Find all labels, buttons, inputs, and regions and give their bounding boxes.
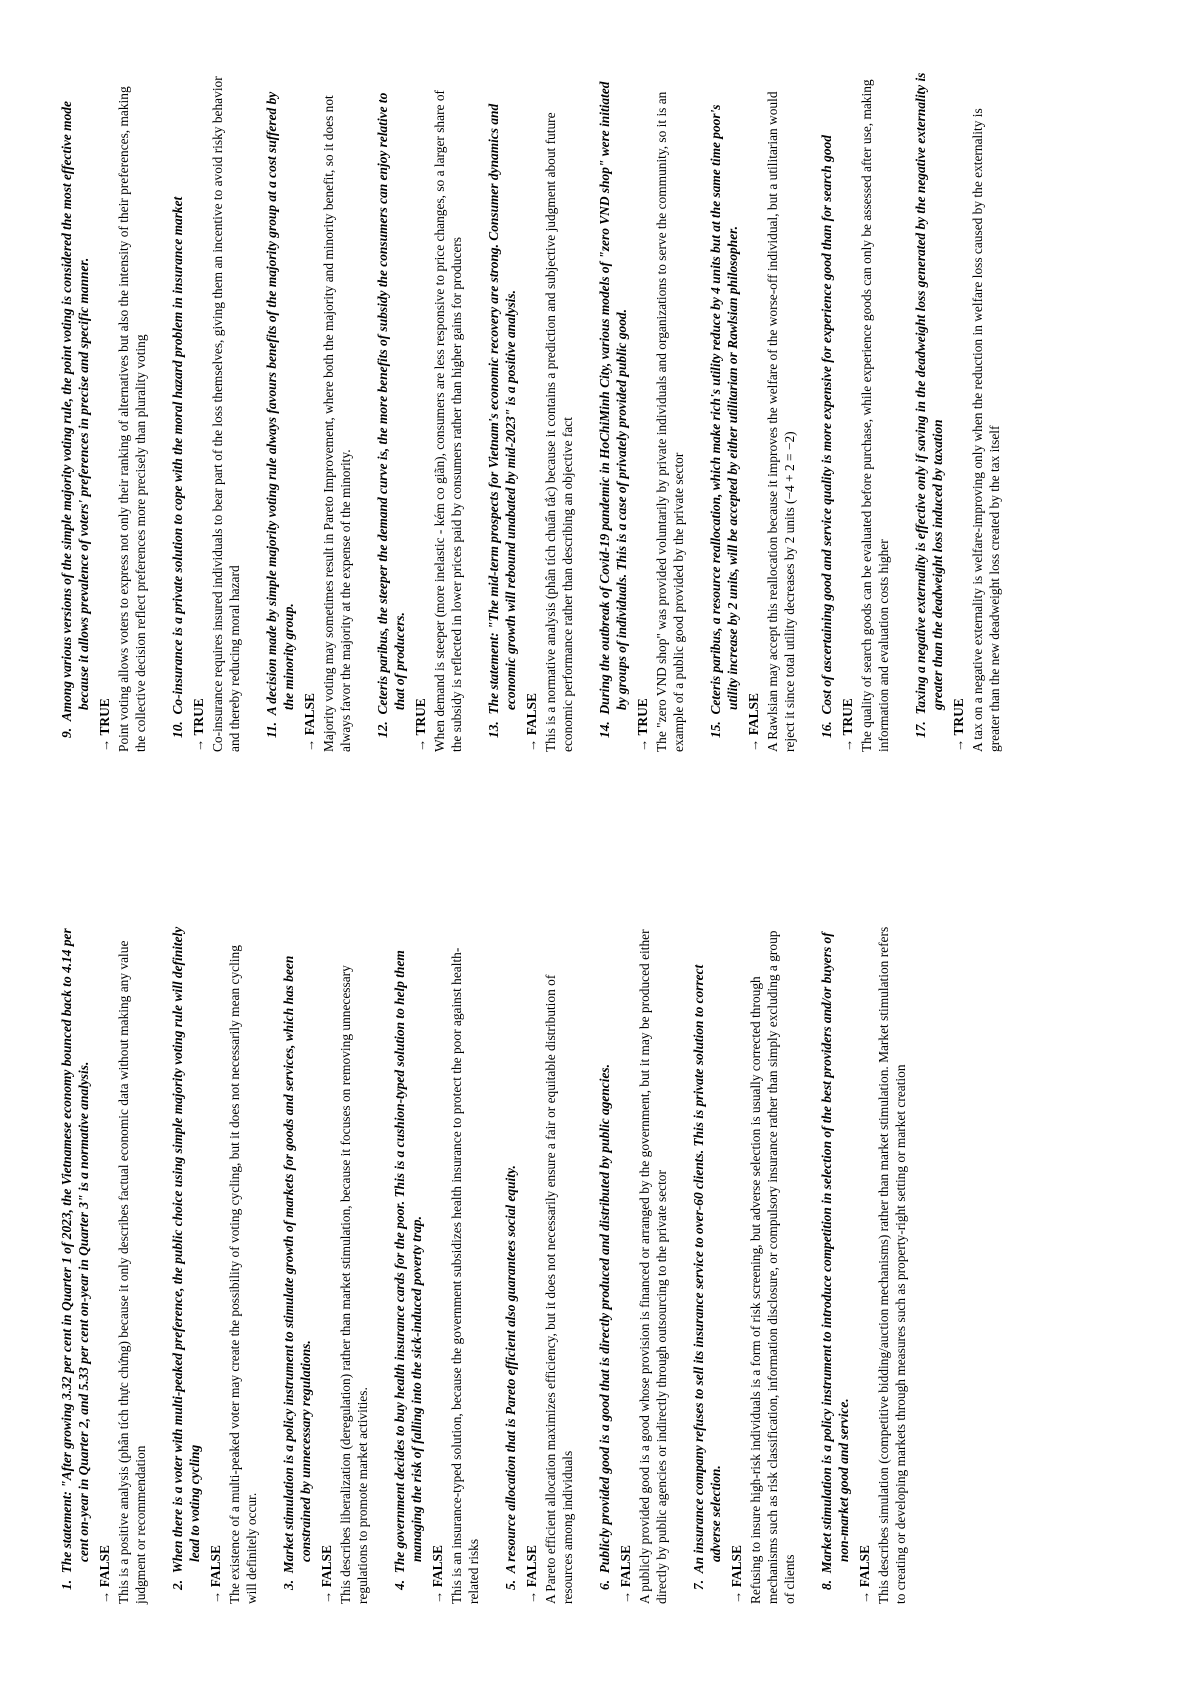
question-body: Market stimulation is a policy instrument to introduce competition in selection of the best providers and/or buyers of non-market good and service. bbox=[819, 932, 851, 1574]
answer-label: → FALSE bbox=[524, 693, 539, 752]
question-block-3 bbox=[280, 924, 371, 1604]
question-block-9 bbox=[58, 72, 149, 752]
answer-label: → FALSE bbox=[857, 1545, 872, 1604]
explanation-text: Co-insurance requires insured individuals to bear part of the loss themselves, giving them an incentive to avoid risky behavior and thereby reducing moral hazard bbox=[210, 76, 242, 752]
question-text bbox=[280, 924, 314, 1604]
question-number: 6. bbox=[597, 1579, 612, 1590]
question-number: 8. bbox=[819, 1579, 834, 1590]
question-text bbox=[707, 72, 741, 752]
answer-label: → FALSE bbox=[524, 1545, 539, 1604]
question-number: 3. bbox=[281, 1579, 296, 1590]
question-block-2 bbox=[169, 924, 260, 1604]
question-number: 1. bbox=[59, 1579, 74, 1590]
explanation-text: Refusing to insure high-risk individuals is a form of risk screening, but adverse selection is usually corrected through mechanisms such as risk classification, information disclosure, or compulsory insurance rather than simply excluding a group of clients bbox=[748, 930, 797, 1604]
question-block-11 bbox=[263, 72, 354, 752]
question-body: Ceteris paribus, the steeper the demand curve is, the more benefits of subsidy the consumers can enjoy relative to that of producers. bbox=[375, 92, 407, 715]
question-text bbox=[502, 924, 519, 1604]
question-text bbox=[912, 72, 946, 752]
question-block-10 bbox=[169, 72, 243, 752]
left-column bbox=[58, 924, 929, 1604]
question-number: 16. bbox=[819, 721, 834, 738]
question-text bbox=[596, 72, 630, 752]
answer-label: → FALSE bbox=[97, 1545, 112, 1604]
question-block-16 bbox=[818, 72, 892, 752]
question-body: Ceteris paribus, a resource reallocation, which make rich's utility reduce by 4 units but at the same time poor's utility increase by 2 units, will be accepted by either utilitarian or Rawlsian philosopher. bbox=[708, 104, 740, 715]
question-number: 2. bbox=[170, 1579, 185, 1590]
explanation-text: The existence of a multi-peaked voter may create the possibility of voting cycling, but it does not necessarily mean cycling will definitely occur. bbox=[227, 945, 259, 1604]
explanation-text: This is an insurance-typed solution, because the government subsidizes health insurance to protect the poor against health-related risks bbox=[449, 947, 481, 1604]
question-text bbox=[596, 924, 613, 1604]
explanation-text: Point voting allows voters to express not only their ranking of alternatives but also the intensity of their preferences, making the collective decision reflect preferences more precisely than plurality voting bbox=[116, 86, 148, 752]
explanation-text: This is a positive analysis (phân tích thực chứng) because it only describes factual economic data without making any value judgment or recommendation bbox=[116, 940, 148, 1604]
question-text bbox=[169, 72, 186, 752]
question-number: 5. bbox=[503, 1579, 518, 1590]
explanation-text: This describes liberalization (deregulation) rather than market stimulation, because it focuses on removing unnecessary regulations to promote market activities. bbox=[338, 965, 370, 1604]
question-body: During the outbreak of Covid-19 pandemic in HoChiMinh City, various models of "zero VND shop" were initiated by groups of individuals. This is a case of privately provided public good. bbox=[597, 81, 629, 715]
question-number: 4. bbox=[392, 1579, 407, 1590]
question-text bbox=[169, 924, 203, 1604]
explanation-text: When demand is steeper (more inelastic - kém co giãn), consumers are less responsive to price changes, so a larger share of the subsidy is reflected in lower prices paid by consumers rather than higher gains for producers bbox=[432, 90, 464, 752]
explanation-text: Majority voting may sometimes result in Pareto Improvement, where both the majority and minority benefit, so it does not always favor the majority at the expense of the minority. bbox=[321, 95, 353, 752]
question-block-17 bbox=[912, 72, 1003, 752]
question-number: 14. bbox=[597, 721, 612, 738]
explanation-text: The quality of search goods can be evaluated before purchase, while experience goods can only be assessed after use, making information and evaluation costs higher bbox=[859, 79, 891, 752]
answer-label: → FALSE bbox=[618, 1545, 633, 1604]
question-text bbox=[485, 72, 519, 752]
question-block-13 bbox=[485, 72, 576, 752]
explanation-text: The "zero VND shop" was provided voluntarily by private individuals and organizations to serve the community, so it is an example of a public good provided by the private sector bbox=[654, 91, 686, 752]
explanation-text: This is a normative analysis (phân tích chuẩn tắc) because it contains a prediction and subjective judgment about future economic performance rather than describing an objective fact bbox=[543, 112, 575, 752]
answer-label: → FALSE bbox=[319, 1545, 334, 1604]
explanation-text: A tax on a negative externality is welfare-improving only when the reduction in welfare loss caused by the externality is greater than the new deadweight loss created by the tax itself bbox=[970, 108, 1002, 752]
question-block-4 bbox=[391, 924, 482, 1604]
question-text bbox=[391, 924, 425, 1604]
question-body: Among various versions of the simple majority voting rule, the point voting is considered the most effective mode because it allows prevalence of voters' preferences in precise and specific manner. bbox=[59, 101, 91, 722]
question-block-1 bbox=[58, 924, 149, 1604]
question-block-15 bbox=[707, 72, 798, 752]
question-number: 7. bbox=[691, 1579, 706, 1590]
question-body: Co-insurance is a private solution to cope with the moral hazard problem in insurance market bbox=[170, 196, 185, 715]
question-number: 13. bbox=[486, 721, 501, 738]
question-body: Publicly provided good is a good that is directly produced and distributed by public agencies. bbox=[597, 1064, 612, 1574]
question-text bbox=[374, 72, 408, 752]
question-body: The government decides to buy health insurance cards for the poor. This is a cushion-typed solution to help them managing the risk of falling into the sick-induced poverty trap. bbox=[392, 950, 424, 1574]
explanation-text: A Rawlsian may accept this reallocation because it improves the welfare of the worse-off individual, but a utilitarian would reject it since total utility decreases by 2 units (−4 + 2 = −2) bbox=[765, 91, 797, 752]
question-number: 10. bbox=[170, 721, 185, 738]
question-block-12 bbox=[374, 72, 465, 752]
question-text bbox=[263, 72, 297, 752]
question-number: 17. bbox=[913, 721, 928, 738]
question-body: Cost of ascertaining good and service quality is more expensive for experience good than for search good bbox=[819, 135, 834, 715]
question-body: An insurance company refuses to sell its insurance service to over-60 clients. This is private solution to correct adverse selection. bbox=[691, 964, 723, 1574]
right-column bbox=[58, 72, 1023, 752]
answer-label: → TRUE bbox=[413, 698, 428, 752]
answer-label: → FALSE bbox=[430, 1545, 445, 1604]
explanation-text: A publicly provided good is a good whose provision is financed or arranged by the government, but it may be produced either directly by public agencies or indirectly through outsourcing to the private sector bbox=[637, 929, 669, 1604]
question-block-14 bbox=[596, 72, 687, 752]
question-number: 15. bbox=[708, 721, 723, 738]
question-block-6 bbox=[596, 924, 670, 1604]
question-text bbox=[818, 924, 852, 1604]
question-text bbox=[690, 924, 724, 1604]
question-body: Taxing a negative externality is effective only if saving in the deadweight loss generated by the negative externality is greater than the deadweight loss induced by taxation bbox=[913, 72, 945, 715]
question-text bbox=[58, 924, 92, 1604]
question-number: 12. bbox=[375, 721, 390, 738]
answer-label: → FALSE bbox=[746, 693, 761, 752]
question-body: The statement: "After growing 3.32 per cent in Quarter 1 of 2023, the Vietnamese economy bounced back to 4.14 per cent on-year in Quarter 2, and 5.33 per cent on-year in Quarter 3" is a normative analysis. bbox=[59, 928, 91, 1574]
answer-label: → FALSE bbox=[302, 693, 317, 752]
answer-label: → TRUE bbox=[840, 698, 855, 752]
question-body: When there is a voter with multi-peaked preference, the public choice using simple majority voting rule will definitely lead to voting cycling bbox=[170, 926, 202, 1574]
question-number: 9. bbox=[59, 727, 74, 738]
answer-label: → FALSE bbox=[729, 1545, 744, 1604]
question-block-8 bbox=[818, 924, 909, 1604]
question-body: A decision made by simple majority voting rule always favours benefits of the majority group at a cost suffered by the minority group. bbox=[264, 91, 296, 716]
question-text bbox=[818, 72, 835, 752]
question-body: The statement: "The mid-term prospects for Vietnam's economic recovery are strong. Consumer dynamics and economic growth will rebound unabated by mid-2023" is a positive analysis. bbox=[486, 103, 518, 715]
answer-label: → TRUE bbox=[951, 698, 966, 752]
answer-label: → TRUE bbox=[97, 698, 112, 752]
question-body: A resource allocation that is Pareto efficient also guarantees social equity. bbox=[503, 1165, 518, 1574]
explanation-text: This describes simulation (competitive bidding/auction mechanisms) rather than market stimulation. Market stimulation refers to creating or developing markets through measures such as property-right setting or market creation bbox=[876, 926, 908, 1604]
question-block-5 bbox=[502, 924, 576, 1604]
answer-label: → FALSE bbox=[208, 1545, 223, 1604]
explanation-text: A Pareto efficient allocation maximizes efficiency, but it does not necessarily ensure a fair or equitable distribution of resources among individuals bbox=[543, 974, 575, 1604]
question-text bbox=[58, 72, 92, 752]
answer-label: → TRUE bbox=[635, 698, 650, 752]
question-number: 11. bbox=[264, 722, 279, 738]
answer-label: → TRUE bbox=[191, 698, 206, 752]
question-body: Market stimulation is a policy instrument to stimulate growth of markets for goods and services, which has been constrained by unnecessary regulations. bbox=[281, 955, 313, 1574]
question-block-7 bbox=[690, 924, 798, 1604]
